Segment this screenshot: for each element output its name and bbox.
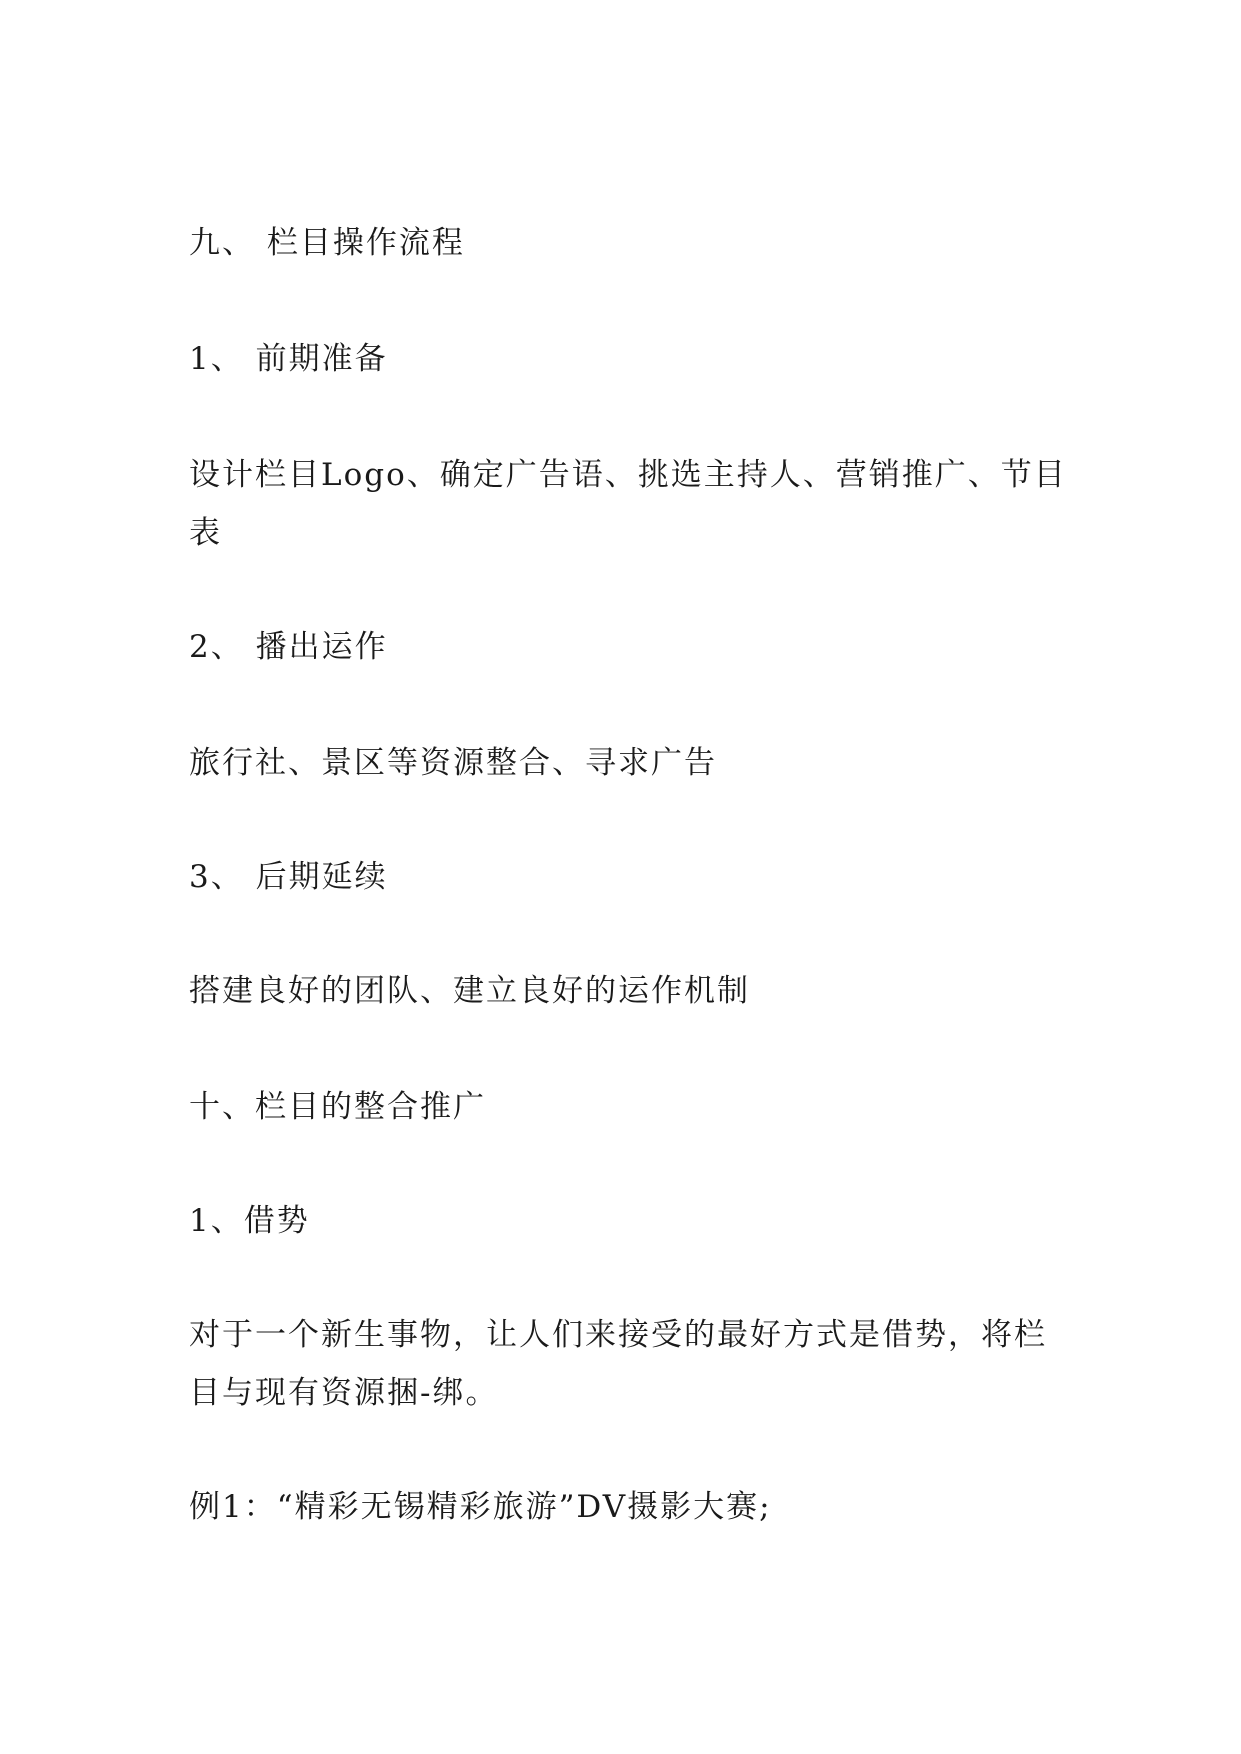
step-1-body: 设计栏目Logo、确定广告语、挑选主持人、营销推广、节目表 — [189, 457, 1067, 551]
step-2-body: 旅行社、景区等资源整合、寻求广告 — [189, 745, 717, 781]
section-heading-10: 十、栏目的整合推广 — [189, 1089, 486, 1125]
subsection-1-body: 对于一个新生事物，让人们来接受的最好方式是借势，将栏目与现有资源捆-绑。 — [189, 1317, 1047, 1411]
subsection-heading-1: 1、借势 — [189, 1203, 310, 1239]
step-heading-2: 2、 播出运作 — [189, 629, 388, 665]
example-1: 例1：“精彩无锡精彩旅游”DV摄影大赛; — [189, 1489, 772, 1525]
section-heading-9: 九、 栏目操作流程 — [189, 225, 465, 261]
step-heading-1: 1、 前期准备 — [189, 341, 388, 377]
step-3-body: 搭建良好的团队、建立良好的运作机制 — [189, 973, 750, 1009]
step-heading-3: 3、 后期延续 — [189, 859, 388, 895]
